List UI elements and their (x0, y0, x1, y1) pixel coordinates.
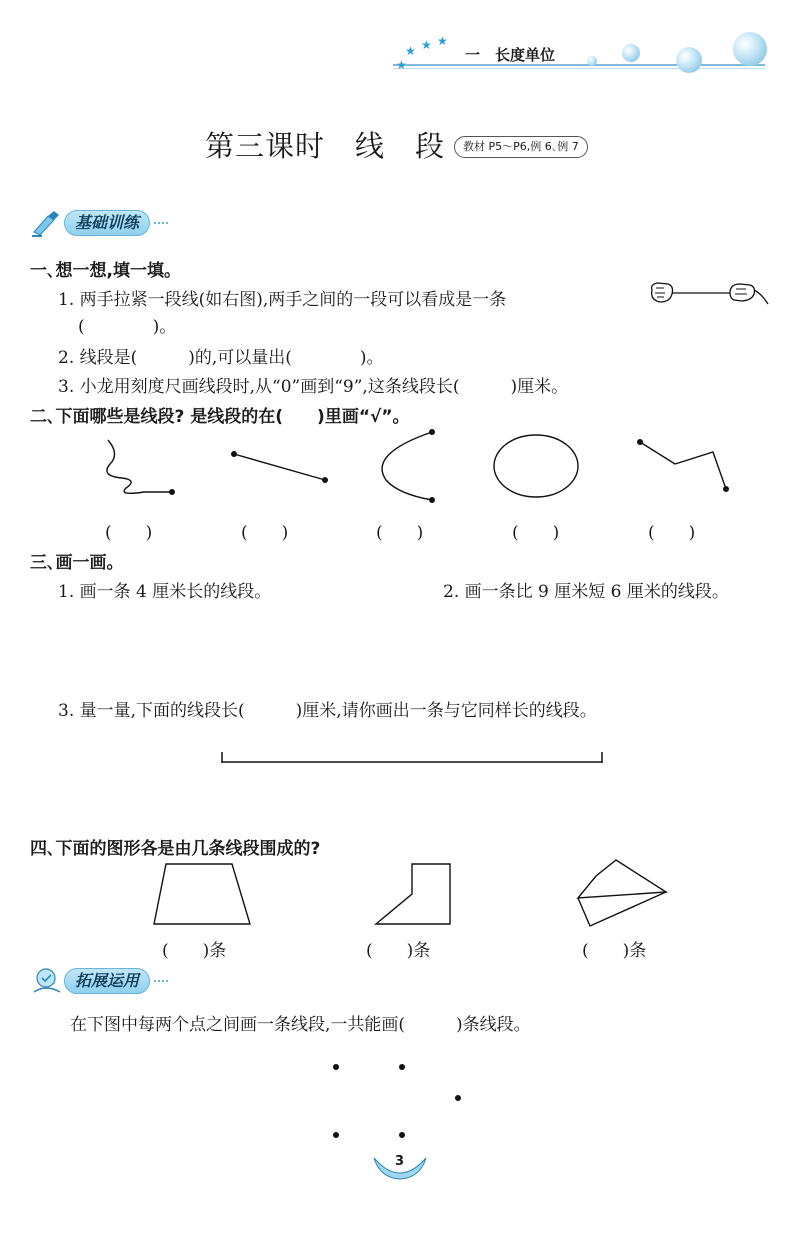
banner-dash (154, 222, 168, 224)
answer-blank[interactable]: ( )条 (582, 941, 647, 961)
point-dot (455, 1095, 461, 1101)
section-2-heading: 二､下面哪些是线段? 是线段的在( )里画“√”｡ (30, 407, 402, 427)
ellipse-shape (494, 435, 578, 497)
section-1-heading: 一､想一想,填一填｡ (30, 261, 173, 281)
basic-training-banner (30, 208, 168, 238)
banner-dash (154, 980, 168, 982)
polygon-shapes-figure (150, 856, 710, 930)
answer-blank[interactable]: ( ) (241, 523, 289, 543)
endpoint-dot (169, 489, 175, 495)
answer-blank[interactable]: ( ) (648, 523, 696, 543)
star-icon: ★ (405, 44, 416, 58)
header-rule (393, 64, 765, 66)
question-3[interactable]: 3. 小龙用刻度尺画线段时,从“0”画到“9”,这条线段长( )厘米｡ (58, 377, 560, 397)
straight-segment-shape (234, 454, 325, 480)
hands-holding-string-figure (646, 276, 770, 312)
header-rule-thin (393, 68, 765, 69)
folded-quad-shape (578, 860, 666, 898)
star-icon: ★ (396, 58, 407, 72)
l-shape (376, 864, 450, 924)
point-dot (399, 1064, 405, 1070)
wavy-line-shape (107, 440, 172, 493)
section-3-heading: 三､画一画｡ (30, 553, 115, 573)
medal-icon (30, 966, 64, 996)
draw-question-2: 2. 画一条比 9 厘米短 6 厘米的线段｡ (443, 582, 721, 602)
measure-segment-figure (218, 748, 606, 768)
pen-icon (30, 208, 64, 238)
endpoint-dot (429, 497, 435, 503)
point-dot (399, 1132, 405, 1138)
trapezoid-shape (154, 864, 250, 924)
bubble-decoration (676, 47, 702, 73)
answer-blank[interactable]: ( )条 (162, 941, 227, 961)
endpoint-dot (322, 477, 328, 483)
extend-banner (30, 966, 168, 996)
endpoint-dot (723, 486, 729, 492)
line-shapes-figure (90, 428, 750, 508)
answer-blank[interactable]: ( ) (105, 523, 153, 543)
question-2[interactable]: 2. 线段是( )的,可以量出( )｡ (58, 348, 376, 368)
chapter-label: 一 长度单位 (465, 46, 556, 64)
star-icon: ★ (437, 34, 448, 48)
banner-label: 拓展运用 (64, 968, 150, 994)
point-dot (333, 1064, 339, 1070)
textbook-reference-tag: 教材 P5～P6,例 6､例 7 (454, 136, 588, 158)
banner-label: 基础训练 (64, 210, 150, 236)
answer-blank[interactable]: ( ) (376, 523, 424, 543)
broken-line-shape (640, 442, 726, 489)
question-1-line2[interactable]: ( )｡ (78, 317, 168, 337)
bubble-decoration (622, 44, 640, 62)
page-number: 3 (395, 1154, 405, 1169)
question-1-line1: 1. 两手拉紧一段线(如右图),两手之间的一段可以看成是一条 (58, 290, 507, 310)
answer-blank[interactable]: ( ) (512, 523, 560, 543)
page-title: 第三课时 线 段 (205, 129, 446, 163)
draw-question-3[interactable]: 3. 量一量,下面的线段长( )厘米,请你画出一条与它同样长的线段｡ (58, 701, 589, 721)
bubble-decoration (587, 56, 597, 66)
bubble-decoration (733, 32, 767, 66)
endpoint-dot (637, 439, 643, 445)
draw-question-1: 1. 画一条 4 厘米长的线段｡ (58, 582, 263, 602)
arc-shape (382, 432, 432, 500)
endpoint-dot (231, 451, 237, 457)
endpoint-dot (429, 429, 435, 435)
extend-question[interactable]: 在下图中每两个点之间画一条线段,一共能画( )条线段｡ (70, 1015, 523, 1035)
section-4-heading: 四､下面的图形各是由几条线段围成的? (30, 839, 321, 859)
answer-blank[interactable]: ( )条 (366, 941, 431, 961)
star-icon: ★ (421, 38, 432, 52)
point-dot (333, 1132, 339, 1138)
